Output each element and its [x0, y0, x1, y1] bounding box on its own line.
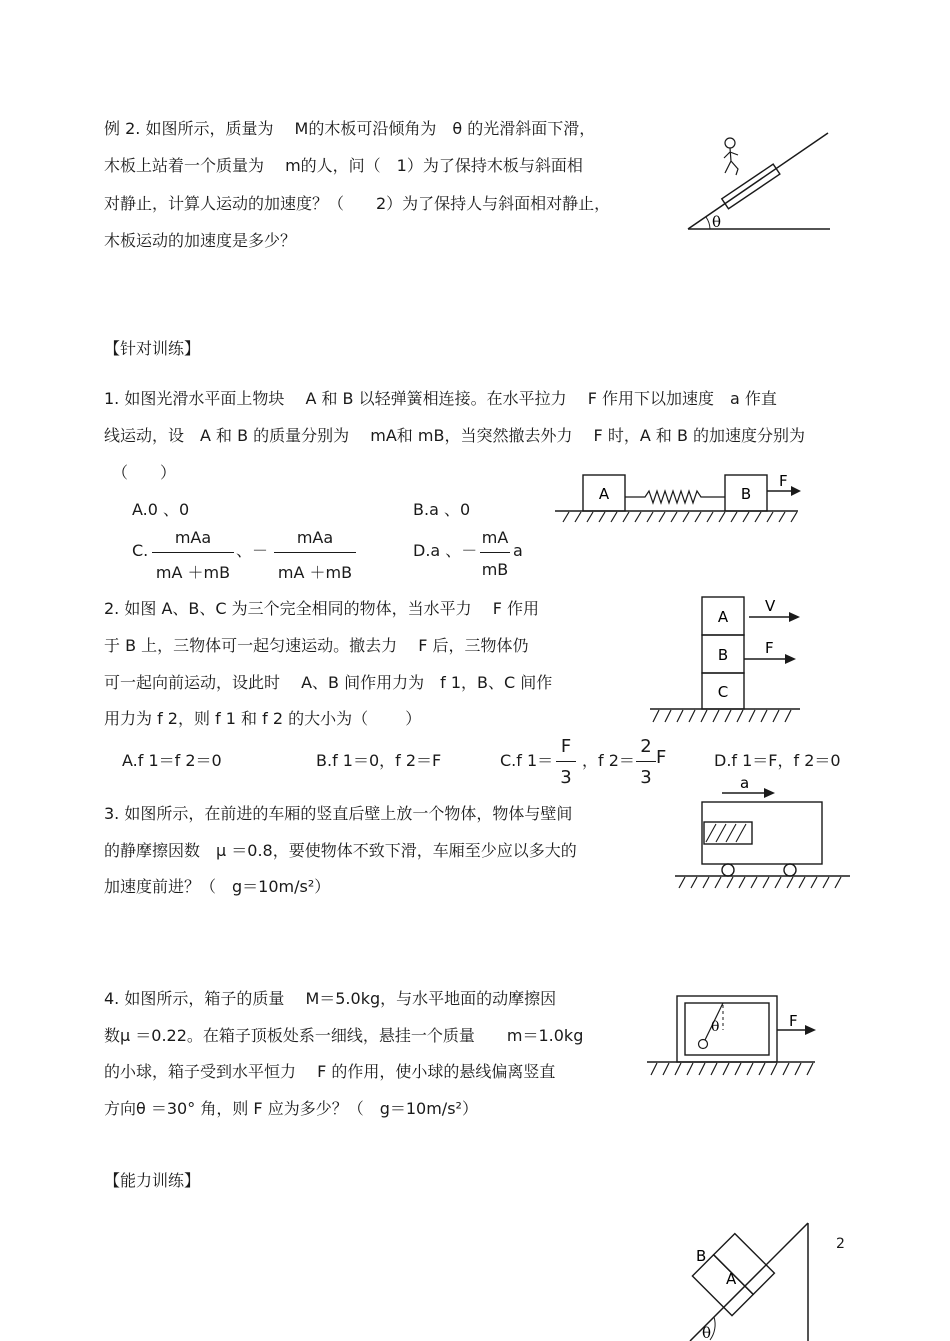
fraction-bar: [152, 552, 234, 553]
frac-num: F: [560, 736, 572, 757]
stacked-blocks-figure: [645, 592, 810, 730]
q2-option-c-prefix: C.f 1＝: [500, 751, 554, 770]
page-number: 2: [836, 1236, 845, 1252]
q2-line-2: 于 B 上，三物体可一起匀速运动。撤去力 F 后，三物体仍: [104, 636, 529, 655]
q1-option-c-prefix: C.: [132, 541, 149, 560]
q1-line-1: 1. 如图光滑水平面上物块 A 和 B 以轻弹簧相连接。在水平拉力 F 作用下以加速度 a 作直: [104, 389, 777, 408]
q1-option-c-separator: 、－: [236, 541, 269, 560]
frac-num: mAa: [174, 528, 212, 547]
velocity-v-label: V: [765, 597, 776, 615]
q1-option-d-fraction: [480, 526, 510, 582]
force-f-label: F: [779, 472, 788, 490]
acceleration-a-label: a: [740, 774, 750, 792]
q2-option-b: B.f 1＝0，f 2＝F: [316, 751, 442, 770]
frac-num: 2: [640, 736, 652, 757]
example2-line-2: 木板上站着一个质量为 m的人，问（ 1）为了保持木板与斜面相: [104, 156, 583, 175]
frac-den: mA ＋mB: [277, 563, 353, 582]
frac-den: 3: [560, 767, 572, 788]
section-heading-targeted: 【针对训练】: [104, 339, 201, 358]
example2-line-3: 对静止，计算人运动的加速度？（ 2）为了保持人与斜面相对静止，: [104, 194, 611, 213]
spring-blocks-figure: [553, 470, 803, 530]
example2-line-4: 木板运动的加速度是多少？: [104, 231, 297, 250]
theta-label: θ: [712, 213, 722, 231]
section-heading-ability: 【能力训练】: [104, 1171, 201, 1190]
force-f-label: F: [765, 639, 774, 657]
block-a-label: A: [726, 1270, 737, 1288]
q2-option-c-middle: ，f 2＝: [582, 751, 635, 770]
frac-num: mAa: [296, 528, 334, 547]
fraction-bar: [274, 552, 356, 553]
q1-option-d-suffix: a: [513, 541, 523, 560]
q2-option-c-fraction-2: [636, 736, 656, 790]
q2-line-3: 可一起向前运动，设此时 A、B 间作用力为 f 1，B、C 间作: [104, 673, 553, 692]
incline-board-person-figure: [680, 125, 840, 240]
theta-label: θ: [702, 1324, 712, 1341]
force-f-label: F: [789, 1012, 798, 1030]
q4-line-3: 的小球，箱子受到水平恒力 F 的作用，使小球的悬线偏离竖直: [104, 1062, 556, 1081]
block-a-label: A: [598, 485, 610, 503]
q1-option-b: B.a 、0: [413, 500, 471, 519]
q1-option-d-prefix: D.a 、－: [413, 541, 478, 560]
q1-line-2: 线运动，设 A 和 B 的质量分别为 mA和 mB，当突然撤去外力 F 时，A 和 B 的加速度分别为: [104, 426, 806, 445]
block-b-label: B: [696, 1247, 707, 1265]
frac-den: mB: [481, 560, 509, 579]
q4-line-1: 4. 如图所示，箱子的质量 M＝5.0kg，与水平地面的动摩擦因: [104, 989, 557, 1008]
frac-den: 3: [640, 767, 652, 788]
block-b-label: B: [717, 646, 729, 664]
q1-option-a: A.0 、0: [132, 500, 190, 519]
q1-option-c-fraction-1: [152, 526, 234, 582]
example2-line-1: 例 2. 如图所示，质量为 M的木板可沿倾角为 θ 的光滑斜面下滑，: [104, 119, 596, 138]
frac-num: mA: [481, 528, 509, 547]
q1-option-c-fraction-2: [274, 526, 356, 582]
frac-den: mA ＋mB: [155, 563, 231, 582]
q2-line-4: 用力为 f 2，则 f 1 和 f 2 的大小为（ ）: [104, 709, 422, 728]
fraction-bar: [636, 761, 656, 762]
block-a-label: A: [717, 608, 729, 626]
fraction-bar: [480, 552, 510, 553]
q2-option-c-suffix: F: [656, 747, 667, 768]
q2-option-c-fraction-1: [556, 736, 576, 790]
cart-wall-block-figure: [670, 772, 855, 890]
q4-line-2: 数μ ＝0.22。在箱子顶板处系一细线，悬挂一个质量 m＝1.0kg: [104, 1026, 584, 1045]
q3-line-3: 加速度前进？（ g＝10m/s²）: [104, 877, 331, 896]
theta-label: θ: [711, 1019, 720, 1035]
q4-line-4: 方向θ ＝30° 角，则 F 应为多少？（ g＝10m/s²）: [104, 1099, 478, 1118]
box-pendulum-figure: [645, 990, 820, 1082]
q2-option-d: D.f 1＝F，f 2＝0: [714, 751, 841, 770]
q3-line-2: 的静摩擦因数 μ ＝0.8，要使物体不致下滑，车厢至少应以多大的: [104, 841, 577, 860]
q1-line-3: （ ）: [112, 463, 177, 482]
incline-stacked-blocks-figure: [670, 1218, 815, 1341]
fraction-bar: [556, 761, 576, 762]
q3-line-1: 3. 如图所示，在前进的车厢的竖直后壁上放一个物体，物体与壁间: [104, 804, 573, 823]
block-b-label: B: [740, 485, 752, 503]
q2-option-a: A.f 1＝f 2＝0: [122, 751, 222, 770]
block-c-label: C: [717, 683, 729, 701]
q2-line-1: 2. 如图 A、B、C 为三个完全相同的物体，当水平力 F 作用: [104, 599, 539, 618]
